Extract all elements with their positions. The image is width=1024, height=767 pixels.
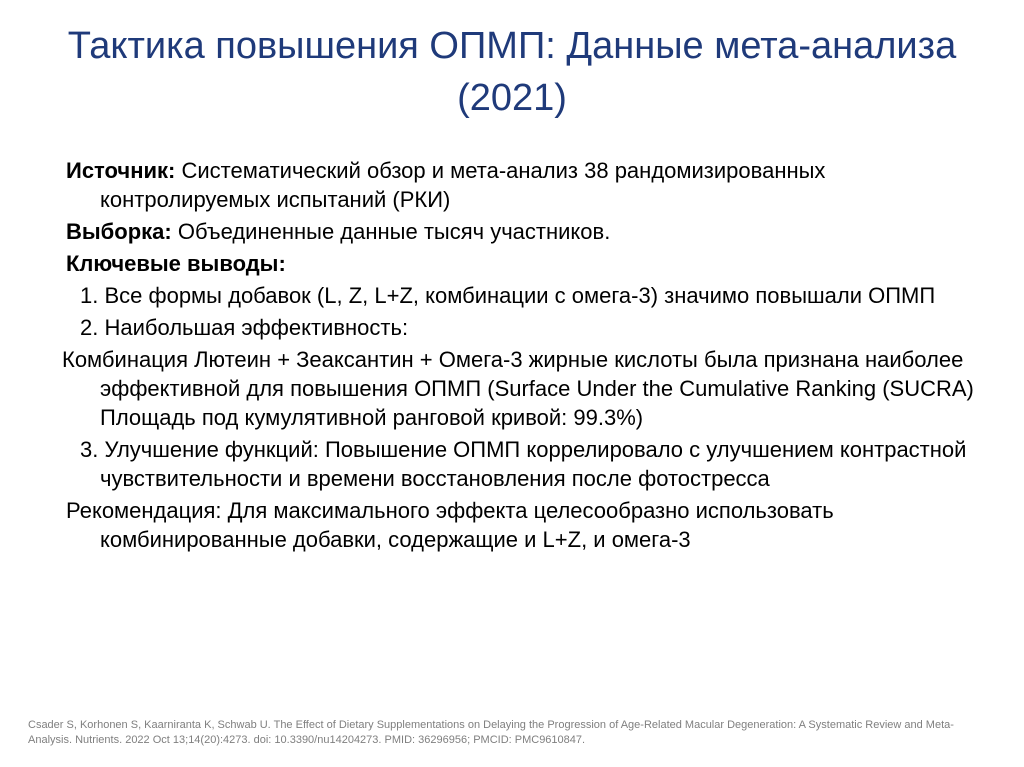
finding-2: 2. Наибольшая эффективность: bbox=[80, 315, 409, 340]
recommendation-paragraph: Рекомендация: Для максимального эффекта целесообразно использовать комбинированные добавки, содержащие и L+Z, и омега-3 bbox=[66, 498, 834, 552]
source-paragraph bbox=[62, 156, 992, 214]
finding-3: 3. Улучшение функций: Повышение ОПМП коррелировало с улучшением контрастной чувствительности и времени восстановления после фотострессa bbox=[80, 437, 967, 491]
source-text: Систематический обзор и мета-анализ 38 рандомизированных контролируемых испытаний (РКИ) bbox=[100, 158, 826, 212]
slide-title: Тактика повышения ОПМП: Данные мета-анализа (2021) bbox=[67, 25, 957, 119]
citation: Csader S, Korhonen S, Kaarniranta K, Schwab U. The Effect of Dietary Supplementations on Delaying the Progression of Age-Related Macular Degeneration: A Systematic Review and Meta-Analysis. Nutrients. 2022 Oct 13;14(20):4273. doi: 10.3390/nu14204273. PMID: 36296956; PMCID: PMC9610847. bbox=[28, 719, 954, 746]
sample-label: Выборка: bbox=[66, 219, 172, 244]
combination-paragraph: Комбинация Лютеин + Зеаксантин + Омега-3 жирные кислоты была признана наиболее эффективной для повышения ОПМП (Surface Under the Cumulative Ranking (SUCRA) Площадь под кумулятивной ранговой кривой: 99.3%) bbox=[62, 347, 974, 430]
findings-heading: Ключевые выводы: bbox=[66, 251, 286, 276]
sample-text: Объединенные данные тысяч участников. bbox=[171, 219, 611, 244]
finding-1: 1. Все формы добавок (L, Z, L+Z, комбинации с омега-3) значимо повышали ОПМП bbox=[80, 283, 936, 308]
sample-paragraph bbox=[62, 217, 992, 246]
slide-body bbox=[62, 156, 992, 557]
source-label: Источник: bbox=[66, 158, 176, 183]
